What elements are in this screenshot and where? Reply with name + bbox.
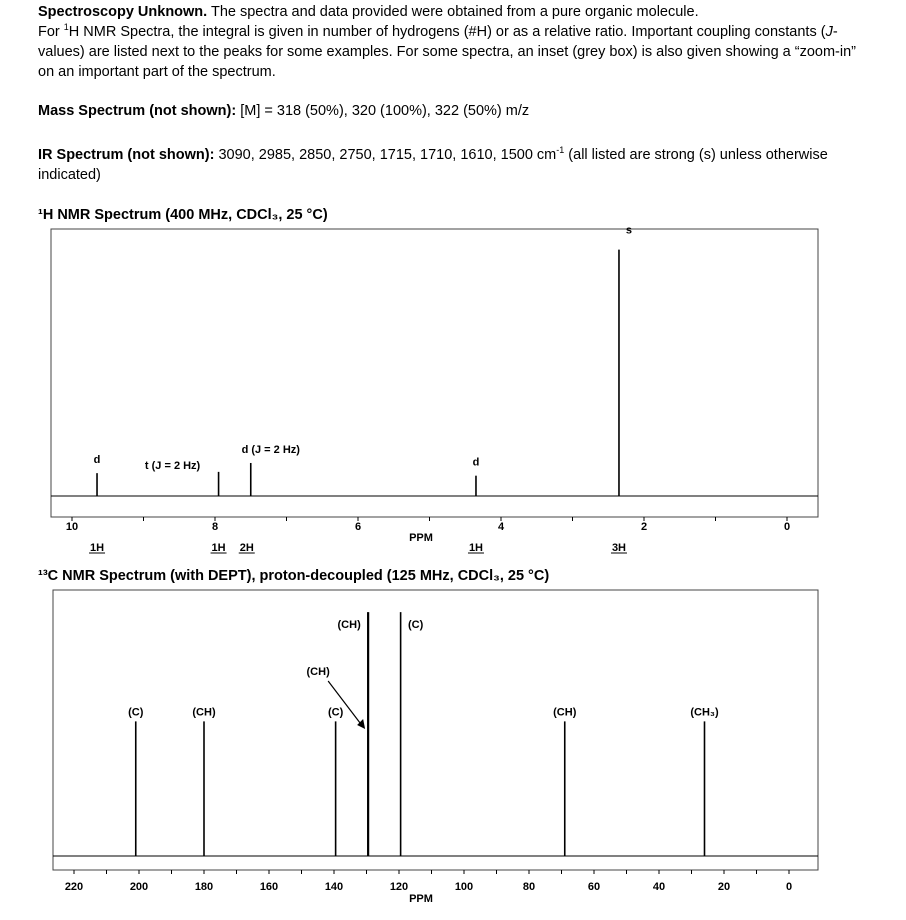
c13-callout-arrow-line xyxy=(328,681,363,727)
h1-tick-label: 4 xyxy=(497,521,505,533)
mass-spec-label: Mass Spectrum (not shown): xyxy=(38,103,237,119)
c13-peak-dept-label: (C) xyxy=(407,619,424,632)
mass-spec-text: [M] = 318 (50%), 320 (100%), 322 (50%) m/z xyxy=(236,103,530,119)
intro-line-1: The spectra and data provided were obtained from a pure organic molecule. xyxy=(207,4,699,20)
h1-peak-multiplicity: t (J = 2 Hz) xyxy=(144,459,201,472)
h1-x-axis-label: PPM xyxy=(409,532,433,544)
ir-spec-label: IR Spectrum (not shown): xyxy=(38,147,215,163)
intro-line-2c: -values) are listed next to the peaks for some examples. For some spectra, an inset (grey box) is also given showing a “zoom-in” on an important part of the spectrum. xyxy=(38,24,857,80)
c13-tick-label: 200 xyxy=(129,881,149,893)
c13-peak-dept-label: (CH) xyxy=(553,706,577,719)
c13-tick-label: 140 xyxy=(324,881,344,893)
h1-peak-multiplicity: d xyxy=(472,456,480,469)
h1-peak-integral: 1H xyxy=(468,542,484,554)
intro-line-2a: For xyxy=(38,24,64,40)
h1-tick-label: 0 xyxy=(783,521,791,533)
c13-tick-label: 180 xyxy=(194,881,214,893)
intro-sup: 1 xyxy=(63,22,69,33)
c13-peak-dept-label: (C) xyxy=(327,706,344,719)
intro-title: Spectroscopy Unknown. xyxy=(38,4,208,20)
c13-x-axis-label: PPM xyxy=(409,893,433,905)
h1-tick-label: 8 xyxy=(211,521,219,533)
h1-peak-integral: 2H xyxy=(239,542,254,554)
c13-nmr-heading: ¹³C NMR Spectrum (with DEPT), proton-decoupled (125 MHz, CDCl₃, 25 °C) xyxy=(38,568,550,584)
c13-tick-label: 0 xyxy=(785,881,793,893)
c13-peak-dept-label: (C) xyxy=(128,706,144,719)
h1-peak-multiplicity: d (J = 2 Hz) xyxy=(241,443,300,456)
c13-tick-label: 20 xyxy=(717,881,731,893)
h1-peak-multiplicity: d xyxy=(93,454,101,467)
c13-tick-label: 120 xyxy=(389,881,409,893)
c13-tick-label: 220 xyxy=(64,881,84,893)
intro-j: J xyxy=(825,24,833,40)
c13-peak-dept-label: (CH) xyxy=(337,619,361,632)
c13-tick-label: 80 xyxy=(522,881,536,893)
h1-tick-label: 6 xyxy=(354,521,362,533)
h1-peak-multiplicity: s xyxy=(625,224,633,237)
c13-peak-dept-label: (CH₃) xyxy=(690,706,719,719)
c13-tick-label: 60 xyxy=(587,881,601,893)
ir-spec-text-a: 3090, 2985, 2850, 2750, 1715, 1710, 1610, 1500 cm xyxy=(214,147,557,163)
ir-spec-sup: -1 xyxy=(556,145,565,156)
h1-peak-integral: 1H xyxy=(89,542,105,554)
h1-nmr-heading: ¹H NMR Spectrum (400 MHz, CDCl₃, 25 °C) xyxy=(38,207,328,223)
c13-tick-label: 160 xyxy=(259,881,279,893)
c13-peak-dept-label: (CH) xyxy=(192,706,216,719)
h1-peak-integral: 3H xyxy=(611,542,627,554)
c13-tick-label: 40 xyxy=(652,881,666,893)
intro-line-2b: H NMR Spectra, the integral is given in number of hydrogens (#H) or as a relative ratio. Important coupling constants ( xyxy=(68,24,826,40)
h1-tick-label: 10 xyxy=(65,521,79,533)
c13-plot-frame xyxy=(53,590,818,870)
h1-tick-label: 2 xyxy=(640,521,648,533)
h1-peak-integral: 1H xyxy=(211,542,226,554)
ir-spec-text-b: (all listed are strong (s) unless otherwise indicated) xyxy=(38,147,828,183)
c13-peak-dept-label: (CH) xyxy=(306,666,330,678)
c13-tick-label: 100 xyxy=(454,881,474,893)
